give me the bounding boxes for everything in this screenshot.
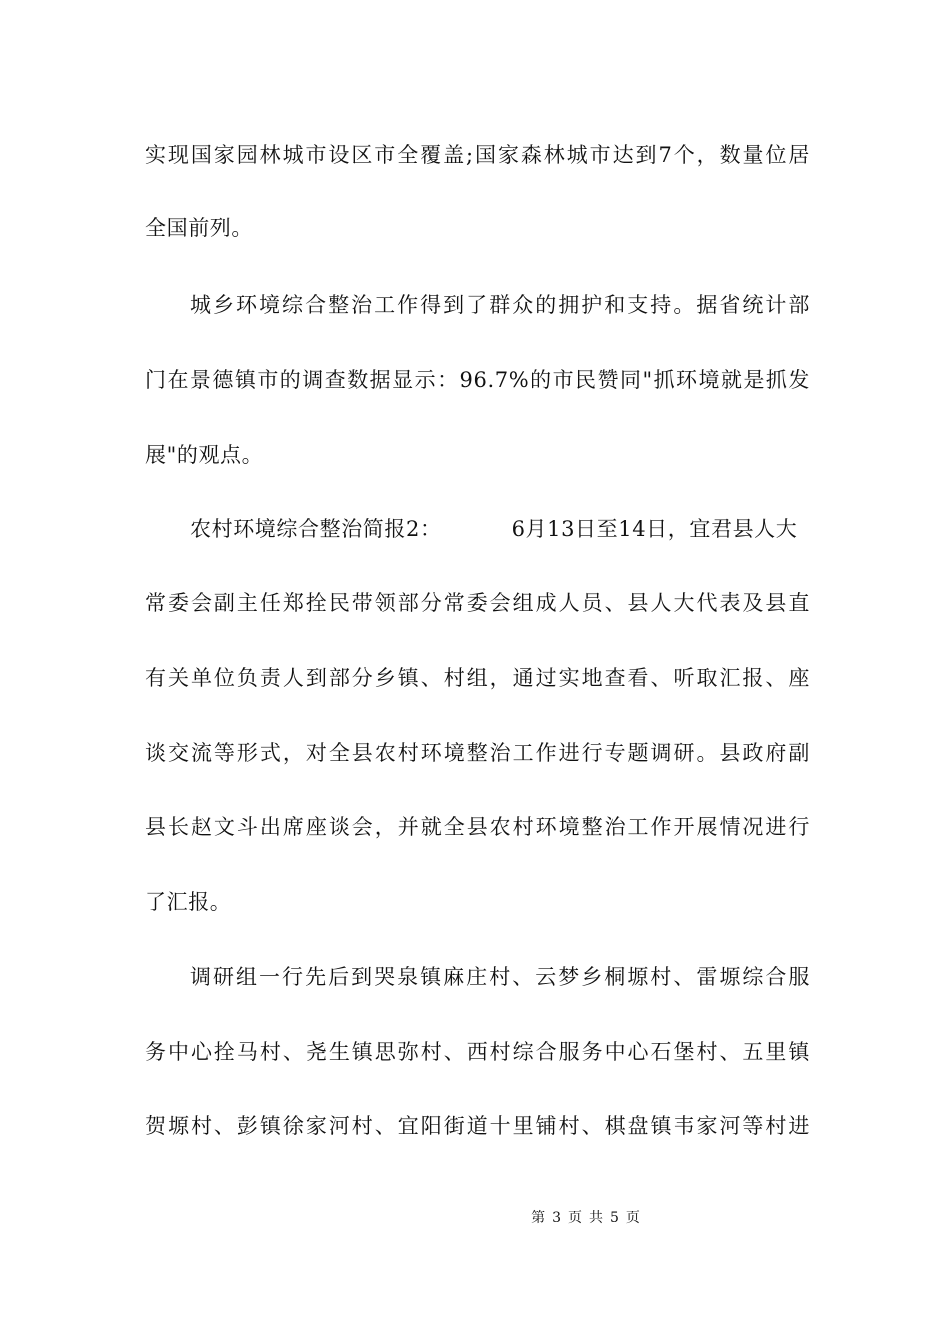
footer-total-pages: 5 (610, 1210, 620, 1226)
footer-prefix: 第 (531, 1210, 547, 1226)
brief-date-text: 6月13日至14日，宜君县人大 (511, 517, 798, 541)
footer-page-word: 页 (568, 1210, 583, 1226)
text-line-14: 贺塬村、彭镇徐家河村、宜阳街道十里铺村、棋盘镇韦家河等村进 (145, 1114, 810, 1138)
text-line-7: 常委会副主任郑拴民带领部分常委会组成人员、县人大代表及县直 (145, 591, 810, 615)
text-line-2: 全国前列。 (145, 216, 253, 240)
text-line-3: 城乡环境综合整治工作得到了群众的拥护和支持。据省统计部 (190, 293, 810, 317)
text-line-8: 有关单位负责人到部分乡镇、村组，通过实地查看、听取汇报、座 (145, 666, 810, 690)
text-line-11: 了汇报。 (145, 890, 232, 914)
page-footer (0, 1208, 950, 1228)
text-line-12: 调研组一行先后到哭泉镇麻庄村、云梦乡桐塬村、雷塬综合服 (190, 965, 810, 989)
brief-title: 农村环境综合整治简报2： (190, 517, 442, 541)
text-line-9: 谈交流等形式，对全县农村环境整治工作进行专题调研。县政府副 (145, 741, 810, 765)
text-line-5: 展"的观点。 (145, 443, 264, 467)
footer-total-prefix: 共 (589, 1210, 604, 1226)
text-line-1: 实现国家园林城市设区市全覆盖;国家森林城市达到7个，数量位居 (145, 143, 810, 167)
text-line-10: 县长赵文斗出席座谈会，并就全县农村环境整治工作开展情况进行 (145, 815, 810, 839)
text-line-4: 门在景德镇市的调查数据显示：96.7%的市民赞同"抓环境就是抓发 (145, 368, 810, 392)
footer-suffix: 页 (625, 1210, 641, 1226)
footer-current-page: 3 (552, 1210, 562, 1226)
text-line-6 (190, 514, 810, 544)
text-line-13: 务中心拴马村、尧生镇思弥村、西村综合服务中心石堡村、五里镇 (145, 1040, 810, 1064)
